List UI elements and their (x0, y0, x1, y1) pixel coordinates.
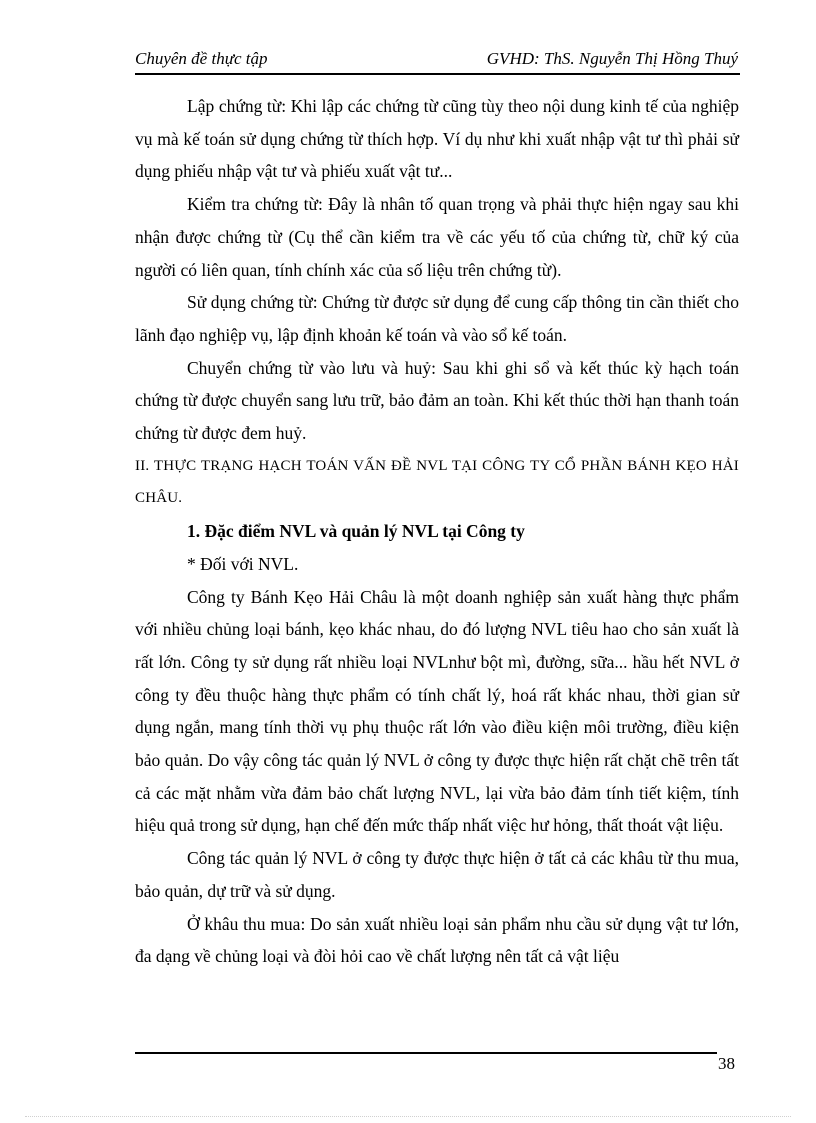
page-bottom-edge (25, 1116, 791, 1117)
page-body (135, 90, 739, 973)
paragraph-khau-thu-mua: Ở khâu thu mua: Do sản xuất nhiều loại sản phẩm nhu cầu sử dụng vật tư lớn, đa dạng về chủng loại và đòi hỏi cao về chất lượng nên tất cả vật liệu (135, 913, 739, 967)
header-left-title: Chuyên đề thực tập (135, 49, 268, 68)
paragraph-lap-chung-tu: Lập chứng từ: Khi lập các chứng từ cũng tùy theo nội dung kinh tế của nghiệp vụ mà kế toán sử dụng chứng từ thích hợp. Ví dụ như khi xuất nhập vật tư thì phải sử dụng phiếu nhập vật tư và phiếu xuất vật tư... (135, 96, 739, 182)
paragraph-chuyen-chung-tu: Chuyển chứng từ vào lưu và huỷ: Sau khi ghi sổ và kết thúc kỳ hạch toán chứng từ được chuyển sang lưu trữ, bảo đảm an toàn. Khi kết thúc thời hạn thanh toán chứng từ được đem huỷ. (135, 357, 739, 444)
footer-divider (135, 1052, 717, 1054)
header-right-supervisor: GVHD: ThS. Nguyễn Thị Hồng Thuý (486, 49, 738, 68)
section-heading: II. THỰC TRẠNG HẠCH TOÁN VẤN ĐỀ NVL TẠI CÔNG TY CỔ PHẦN BÁNH KẸO HẢI CHÂU. (135, 457, 739, 507)
paragraph-kiem-tra-chung-tu: Kiểm tra chứng từ: Đây là nhân tố quan trọng và phải thực hiện ngay sau khi nhận được chứng từ (Cụ thể cần kiểm tra về các yếu tố của chứng từ, chữ ký của người có liên quan, tính chính xác của số liệu trên chứng từ). (135, 194, 739, 280)
page-header (135, 47, 740, 75)
paragraph-cong-tac-quan-ly: Công tác quản lý NVL ở công ty được thực hiện ở tất cả các khâu từ thu mua, bảo quản, dự trữ và sử dụng. (135, 848, 739, 901)
note-doi-voi-nvl: * Đối với NVL. (187, 553, 299, 574)
subheading: 1. Đặc điểm NVL và quản lý NVL tại Công ty (187, 521, 525, 542)
page-number: 38 (718, 1054, 735, 1073)
paragraph-cong-ty: Công ty Bánh Kẹo Hải Châu là một doanh nghiệp sản xuất hàng thực phẩm với nhiều chủng loại bánh, kẹo khác nhau, do đó lượng NVL tiêu hao cho sản xuất là rất lớn. Công ty sử dụng rất nhiều loại NVLnhư bột mì, đường, sữa... hầu hết NVL ở công ty đều thuộc hàng thực phẩm có tính chất lý, hoá rất khác nhau, thời gian sử dụng ngắn, mang tính thời vụ phụ thuộc rất lớn vào điều kiện môi trường, điều kiện bảo quản. Do vậy công tác quản lý NVL ở công ty được thực hiện rất chặt chẽ trên tất cả các mặt nhằm vừa đảm bảo chất lượng NVL, lại vừa bảo đảm tính tiết kiệm, tính hiệu quả trong sử dụng, hạn chế đến mức thấp nhất việc hư hỏng, thất thoát vật liệu. (135, 586, 739, 836)
paragraph-su-dung-chung-tu: Sử dụng chứng từ: Chứng từ được sử dụng để cung cấp thông tin cần thiết cho lãnh đạo nghiệp vụ, lập định khoản kế toán và vào sổ kế toán. (135, 292, 739, 345)
